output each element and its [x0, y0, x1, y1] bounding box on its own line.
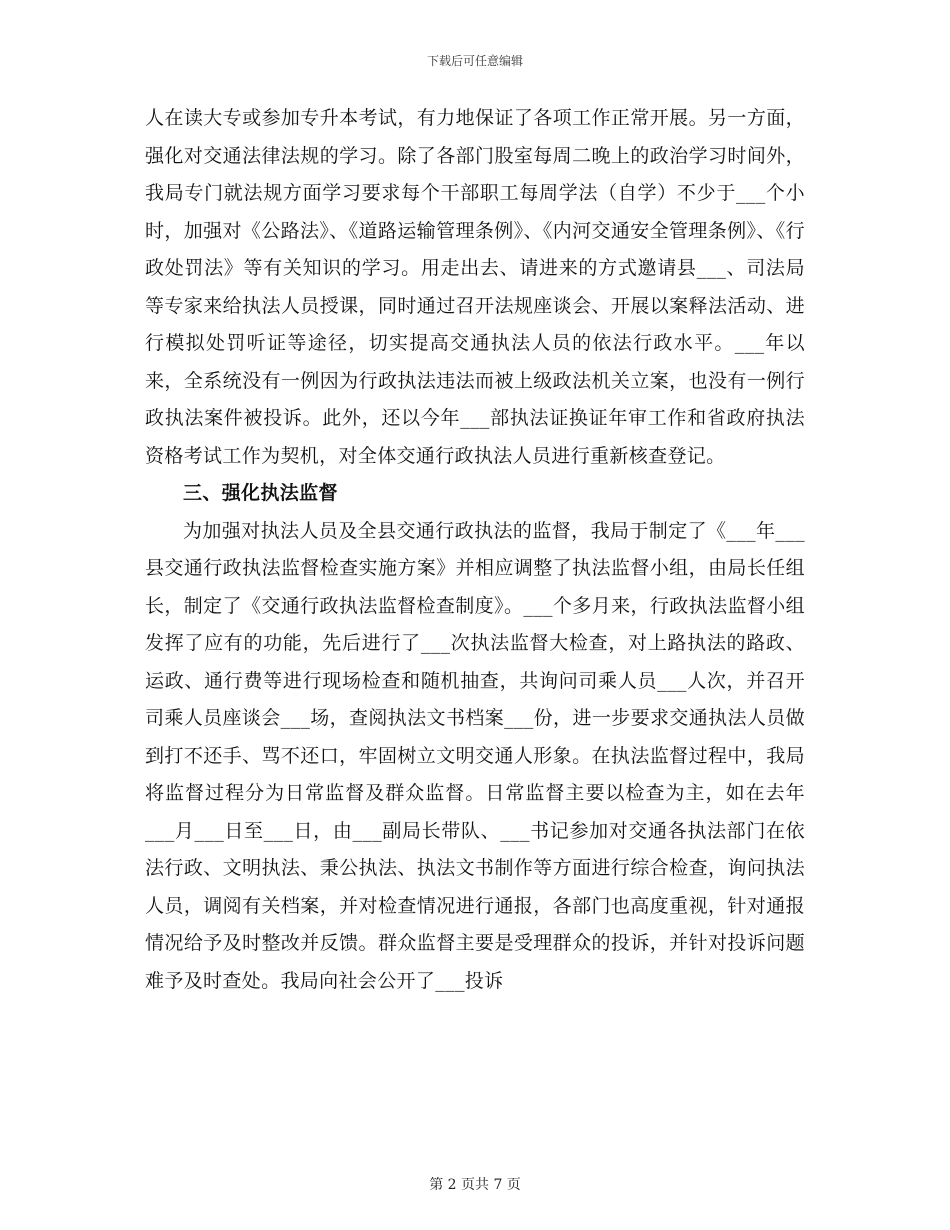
- section-heading: 三、强化执法监督: [183, 482, 338, 504]
- paragraph-continuation: 人在读大专或参加专升本考试，有力地保证了各项工作正常开展。另一方面，强化对交通法律法规的学习。除了各部门股室每周二晚上的政治学习时间外，我局专门就法规方面学习要求每个干部职工每周学法（自学）不少于___个小时，加强对《公路法》、《道路运输管理条例》、《内河交通安全管理条例》、《行政处罚法》等有关知识的学习。用走出去、请进来的方式邀请县___、司法局等专家来给执法人员授课，同时通过召开法规座谈会、开展以案释法活动、进行模拟处罚听证等途径，切实提高交通执法人员的依法行政水平。___年以来，全系统没有一例因为行政执法违法而被上级政法机关立案，也没有一例行政执法案件被投诉。此外，还以今年___部执法证换证年审工作和省政府执法资格考试工作为契机，对全体交通行政执法人员进行重新核查登记。: [145, 107, 805, 467]
- page-footer: 第 2 页共 7 页: [429, 1177, 521, 1193]
- document-body: [145, 100, 805, 1000]
- page-header: 下载后可任意编辑: [426, 54, 523, 68]
- paragraph-supervision: 为加强对执法人员及全县交通行政执法的监督，我局于制定了《___年___县交通行政执法监督检查实施方案》并相应调整了执法监督小组，由局长任组长，制定了《交通行政执法监督检查制度》。___个多月来，行政执法监督小组发挥了应有的功能，先后进行了___次执法监督大检查，对上路执法的路政、运政、通行费等进行现场检查和随机抽查，共询问司乘人员___人次，并召开司乘人员座谈会___场，查阅执法文书档案___份，进一步要求交通执法人员做到打不还手、骂不还口，牢固树立文明交通人形象。在执法监督过程中，我局将监督过程分为日常监督及群众监督。日常监督主要以检查为主，如在去年___月___日至___日，由___副局长带队、___书记参加对交通各执法部门在依法行政、文明执法、秉公执法、执法文书制作等方面进行综合检查，询问执法人员，调阅有关档案，并对检查情况进行通报，各部门也高度重视，针对通报情况给予及时整改并反馈。群众监督主要是受理群众的投诉，并针对投诉问题难予及时查处。我局向社会公开了___投诉: [145, 519, 805, 992]
